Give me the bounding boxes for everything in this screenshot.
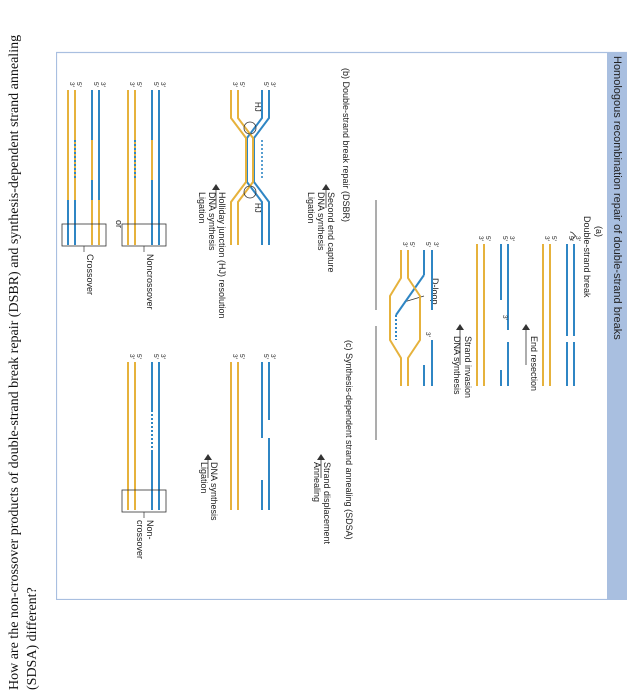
- end-label: 5′: [424, 242, 431, 247]
- sdsa-ligation-label: Ligation: [199, 462, 209, 494]
- question-text: How are the non-crossover products of double-strand break repair (DSBR) and synthesis-dependent strand annealing (SDSA) different?: [7, 34, 40, 690]
- end-label: 5′: [238, 354, 245, 359]
- end-label: 5′: [152, 354, 159, 359]
- panel-c-title: (c) Synthesis-dependent strand annealing (SDSA): [344, 340, 354, 540]
- end-label: 3′: [432, 242, 439, 247]
- hr-repair-diagram: [56, 40, 627, 600]
- end-label: 5′: [550, 236, 557, 241]
- end-label: 5′: [75, 82, 82, 87]
- hj-resolution-label: Holliday junction (HJ) resolution: [217, 192, 227, 319]
- end-label: 3′: [401, 242, 408, 247]
- end-label: 5′: [501, 236, 508, 241]
- end-label: 5′: [135, 354, 142, 359]
- end-label: 3′: [501, 315, 508, 320]
- end-label: 3′: [508, 236, 515, 241]
- end-label: 5′: [262, 354, 269, 359]
- end-label: 3′: [574, 236, 581, 241]
- hj-dna-synthesis-label: DNA synthesis: [207, 192, 217, 251]
- end-label: 5′: [408, 242, 415, 247]
- second-end-dna-synthesis-label: DNA synthesis: [316, 192, 326, 251]
- end-label: 3′: [231, 354, 238, 359]
- hj-label: HJ: [253, 102, 262, 112]
- end-label: 3′: [99, 82, 106, 87]
- end-label: 5′: [135, 82, 142, 87]
- end-label: 3′: [159, 354, 166, 359]
- dna-synthesis-label: DNA synthesis: [452, 336, 462, 395]
- end-label: 3′: [128, 82, 135, 87]
- double-strand-break-label: Double-strand break: [582, 216, 592, 298]
- end-label: 3′: [159, 82, 166, 87]
- annealing-label: Annealing: [312, 462, 322, 503]
- panel-b-title: (b) Double-strand break repair (DSBR): [341, 68, 351, 223]
- second-end-ligation-label: Ligation: [306, 192, 316, 224]
- end-label: 3′: [424, 332, 431, 337]
- hj-label: HJ: [253, 203, 262, 213]
- sdsa-dna-synthesis-label: DNA synthesis: [209, 462, 219, 521]
- end-label: 5′: [567, 236, 574, 241]
- panel-a-tag: (a): [594, 226, 604, 237]
- hj-ligation-label: Ligation: [197, 192, 207, 224]
- end-label: 5′: [484, 236, 491, 241]
- second-end-capture-label: Second end capture: [326, 192, 336, 273]
- end-label: 3′: [269, 354, 276, 359]
- end-label: 5′: [262, 82, 269, 87]
- end-label: 3′: [543, 236, 550, 241]
- figure-title: Homologous recombination repair of double-strand breaks: [611, 56, 624, 340]
- end-resection-label: End resection: [529, 336, 539, 392]
- end-label: 5′: [92, 82, 99, 87]
- sdsa-noncrossover-label: Non-: [145, 520, 155, 540]
- end-label: 5′: [152, 82, 159, 87]
- end-label: 3′: [68, 82, 75, 87]
- strand-displacement-label: Strand displacement: [322, 462, 332, 545]
- dsbr-noncrossover-label: Noncrossover: [145, 254, 155, 310]
- crossover-label: Crossover: [85, 254, 95, 296]
- end-label: 3′: [269, 82, 276, 87]
- end-label: 3′: [477, 236, 484, 241]
- d-loop-label: D-loop: [430, 278, 440, 305]
- end-label: 5′: [238, 82, 245, 87]
- end-label: 3′: [128, 354, 135, 359]
- or-label: or: [114, 220, 124, 229]
- end-label: 3′: [231, 82, 238, 87]
- strand-invasion-label: Strand invasion: [463, 336, 473, 399]
- sdsa-noncrossover-label: crossover: [135, 520, 145, 560]
